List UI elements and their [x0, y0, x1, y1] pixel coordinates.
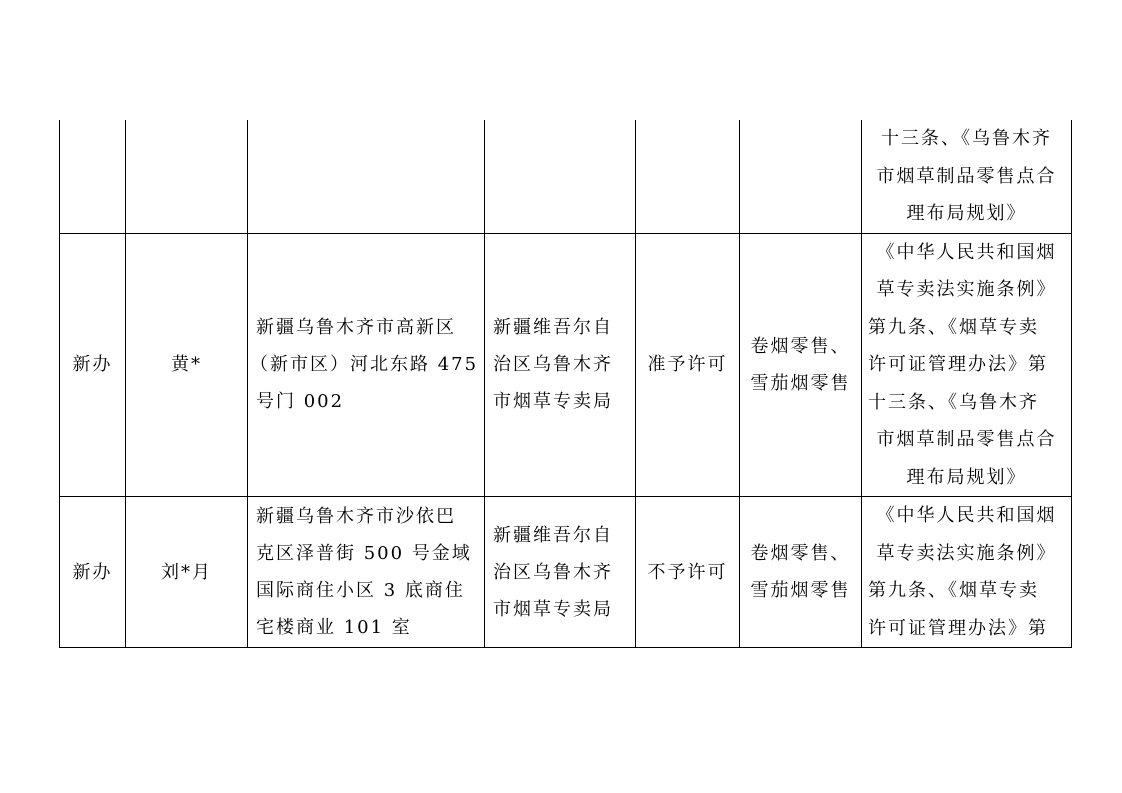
scope-cell — [740, 497, 862, 648]
basis-line: 许可证管理办法》第 — [868, 354, 1048, 375]
basis-line: 市烟草制品零售点合 — [876, 429, 1057, 450]
authority-line: 新疆维吾尔自 — [493, 524, 613, 546]
name-cell: 黄* — [126, 233, 248, 497]
scope-cell — [740, 233, 862, 497]
name-cell — [126, 120, 248, 233]
authority-cell — [485, 120, 636, 233]
basis-line: 《中华人民共和国烟 — [876, 241, 1057, 263]
address-line: 号门 002 — [256, 391, 345, 413]
authority-line: 市烟草专卖局 — [493, 598, 613, 620]
scope-line: 卷烟零售、 — [750, 543, 851, 564]
basis-cell — [862, 120, 1072, 233]
authority-line: 市烟草专卖局 — [493, 391, 613, 413]
basis-line: 许可证管理办法》第 — [868, 617, 1048, 639]
authority-line: 治区乌鲁木齐 — [493, 561, 613, 583]
scope-cell — [740, 120, 862, 233]
basis-line: 市烟草制品零售点合 — [876, 165, 1057, 187]
type-cell: 新办 — [60, 233, 126, 497]
address-line: 新疆乌鲁木齐市高新区 — [256, 317, 456, 339]
basis-line: 理布局规划》 — [906, 466, 1027, 488]
permit-table — [59, 120, 1072, 648]
basis-line: 第九条、《烟草专卖 — [868, 580, 1039, 601]
name-cell: 刘*月 — [126, 497, 248, 648]
basis-line: 《中华人民共和国烟 — [876, 505, 1057, 526]
basis-cell — [862, 497, 1072, 648]
address-cell — [248, 120, 485, 233]
address-line: （新市区）河北东路 475 — [250, 354, 479, 376]
address-cell — [248, 233, 485, 497]
table-row — [60, 497, 1072, 648]
type-cell: 新办 — [60, 497, 126, 648]
address-line: 宅楼商业 101 室 — [256, 617, 412, 638]
basis-line: 草专卖法实施条例》 — [876, 279, 1057, 300]
scope-line: 卷烟零售、 — [750, 335, 851, 357]
table-row — [60, 233, 1072, 497]
address-line: 国际商住小区 3 底商住 — [256, 580, 465, 601]
basis-line: 十三条、《乌鲁木齐 — [881, 128, 1052, 149]
decision-cell: 准予许可 — [636, 233, 740, 497]
address-line: 新疆乌鲁木齐市沙依巴 — [256, 506, 456, 527]
basis-cell — [862, 233, 1072, 497]
basis-line: 十三条、《乌鲁木齐 — [868, 391, 1039, 413]
decision-cell — [636, 120, 740, 233]
authority-line: 治区乌鲁木齐 — [493, 354, 613, 376]
authority-cell — [485, 233, 636, 497]
address-cell — [248, 497, 485, 648]
type-cell — [60, 120, 126, 233]
scope-line: 雪茄烟零售 — [750, 372, 851, 394]
basis-line: 第九条、《烟草专卖 — [868, 316, 1039, 338]
scope-line: 雪茄烟零售 — [750, 580, 851, 601]
basis-line: 草专卖法实施条例》 — [876, 542, 1057, 564]
authority-cell — [485, 497, 636, 648]
decision-cell: 不予许可 — [636, 497, 740, 648]
authority-line: 新疆维吾尔自 — [493, 317, 613, 339]
table-row — [60, 120, 1072, 233]
address-line: 克区泽普街 500 号金域 — [256, 543, 472, 564]
basis-line: 理布局规划》 — [906, 203, 1027, 224]
